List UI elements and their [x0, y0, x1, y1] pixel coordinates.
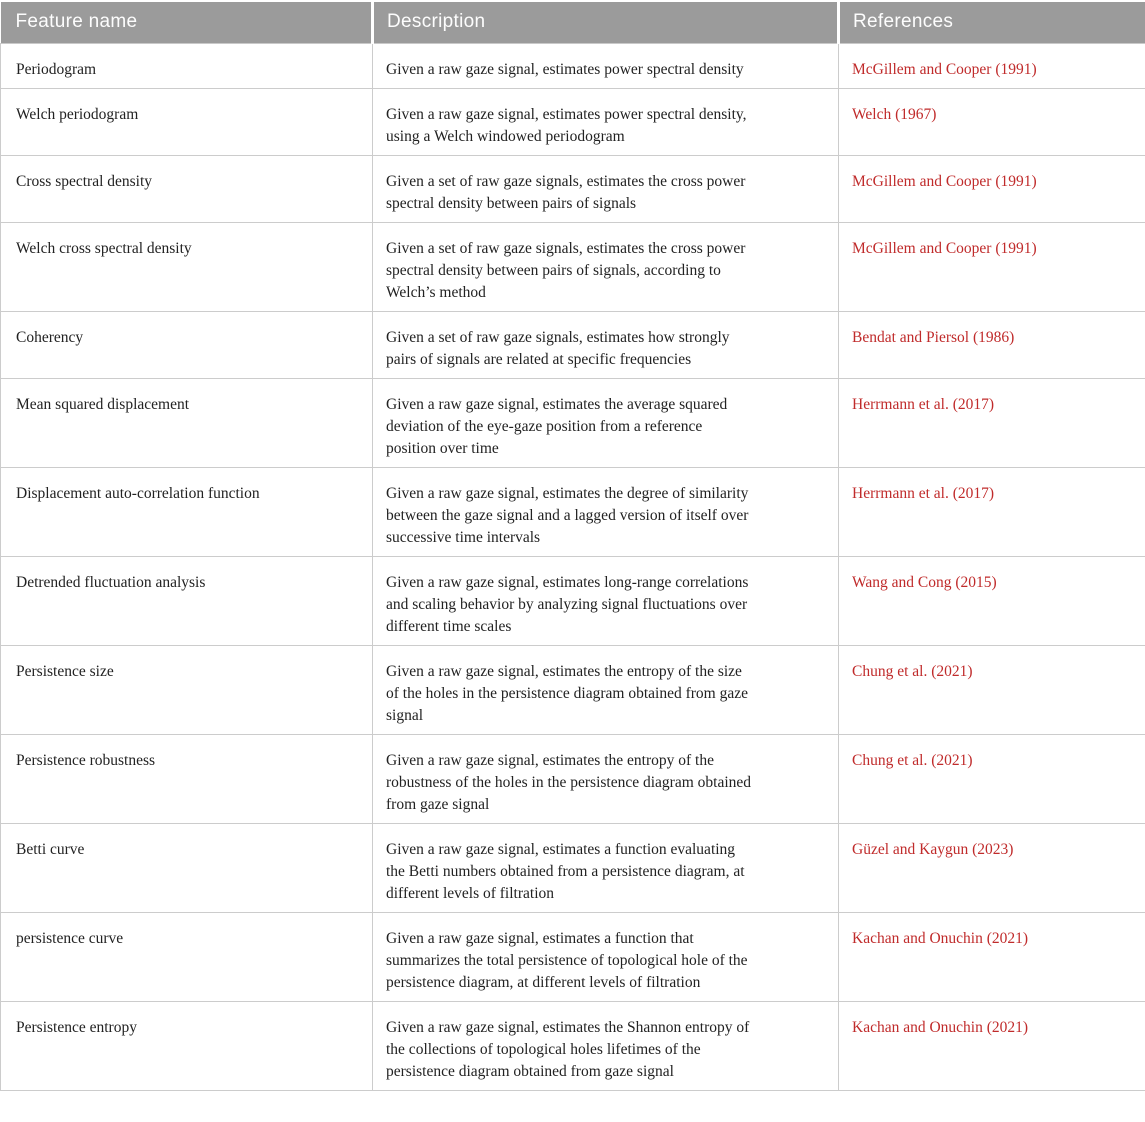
table-row	[1, 43, 1145, 88]
table-row	[1, 556, 1145, 645]
reference-link[interactable]: Welch (1967)	[852, 105, 937, 123]
feature-name-text: Periodogram	[16, 60, 97, 78]
feature-name-text: Persistence entropy	[16, 1018, 137, 1036]
reference-cell	[839, 43, 1145, 88]
reference-link[interactable]: Kachan and Onuchin (2021)	[852, 929, 1029, 947]
feature-name-cell	[1, 311, 373, 378]
feature-name-cell	[1, 378, 373, 467]
description-cell	[373, 734, 839, 823]
table-row	[1, 823, 1145, 912]
reference-link[interactable]: Herrmann et al. (2017)	[852, 484, 995, 502]
description-text: Given a raw gaze signal, estimates a function that summarizes the total persistence of topological hole of the persistence diagram, at different levels of filtration	[386, 929, 748, 991]
description-text: Given a set of raw gaze signals, estimates the cross power spectral density between pairs of signals, according to Welch’s method	[386, 239, 746, 301]
description-cell	[373, 155, 839, 222]
table-row	[1, 378, 1145, 467]
table-row	[1, 155, 1145, 222]
reference-cell	[839, 734, 1145, 823]
description-text: Given a raw gaze signal, estimates power spectral density, using a Welch windowed periodogram	[386, 105, 747, 145]
column-header-description: Description	[373, 2, 839, 43]
feature-name-text: Welch periodogram	[16, 105, 139, 123]
feature-name-text: Mean squared displacement	[16, 395, 190, 413]
reference-cell	[839, 467, 1145, 556]
reference-cell	[839, 311, 1145, 378]
description-cell	[373, 912, 839, 1001]
reference-link[interactable]: Güzel and Kaygun (2023)	[852, 840, 1014, 858]
description-text: Given a raw gaze signal, estimates the entropy of the robustness of the holes in the persistence diagram obtained from gaze signal	[386, 751, 752, 813]
feature-name-cell	[1, 556, 373, 645]
description-text: Given a raw gaze signal, estimates a function evaluating the Betti numbers obtained from a persistence diagram, at different levels of filtration	[386, 840, 745, 902]
table-row	[1, 645, 1145, 734]
table-row	[1, 88, 1145, 155]
table-body	[1, 43, 1145, 1090]
feature-name-text: Persistence size	[16, 662, 114, 680]
reference-cell	[839, 912, 1145, 1001]
feature-name-text: Cross spectral density	[16, 172, 153, 190]
features-table	[0, 2, 1145, 1091]
reference-link[interactable]: McGillem and Cooper (1991)	[852, 172, 1037, 190]
description-text: Given a raw gaze signal, estimates long-range correlations and scaling behavior by analyzing signal fluctuations over different time scales	[386, 573, 749, 635]
feature-name-cell	[1, 1001, 373, 1090]
description-text: Given a raw gaze signal, estimates the Shannon entropy of the collections of topological holes lifetimes of the persistence diagram obtained from gaze signal	[386, 1018, 750, 1080]
description-cell	[373, 467, 839, 556]
description-cell	[373, 645, 839, 734]
reference-link[interactable]: Kachan and Onuchin (2021)	[852, 1018, 1029, 1036]
feature-name-cell	[1, 88, 373, 155]
feature-name-text: Persistence robustness	[16, 751, 156, 769]
description-cell	[373, 222, 839, 311]
feature-name-text: Welch cross spectral density	[16, 239, 192, 257]
column-header-feature-name: Feature name	[1, 2, 373, 43]
reference-link[interactable]: Herrmann et al. (2017)	[852, 395, 995, 413]
header-row	[1, 2, 1145, 43]
reference-cell	[839, 155, 1145, 222]
feature-name-cell	[1, 912, 373, 1001]
feature-name-cell	[1, 467, 373, 556]
column-header-references: References	[839, 2, 1145, 43]
feature-name-text: Betti curve	[16, 840, 85, 858]
description-cell	[373, 311, 839, 378]
description-cell	[373, 823, 839, 912]
feature-name-cell	[1, 823, 373, 912]
feature-name-cell	[1, 155, 373, 222]
description-cell	[373, 1001, 839, 1090]
description-cell	[373, 378, 839, 467]
table-row	[1, 734, 1145, 823]
table-header	[1, 2, 1145, 43]
reference-link[interactable]: Chung et al. (2021)	[852, 751, 973, 769]
table-row	[1, 311, 1145, 378]
reference-cell	[839, 88, 1145, 155]
table-row	[1, 912, 1145, 1001]
reference-cell	[839, 378, 1145, 467]
reference-cell	[839, 556, 1145, 645]
reference-link[interactable]: McGillem and Cooper (1991)	[852, 60, 1037, 78]
reference-link[interactable]: Chung et al. (2021)	[852, 662, 973, 680]
reference-link[interactable]: McGillem and Cooper (1991)	[852, 239, 1037, 257]
description-cell	[373, 43, 839, 88]
feature-name-cell	[1, 645, 373, 734]
description-text: Given a set of raw gaze signals, estimates the cross power spectral density between pairs of signals	[386, 172, 746, 212]
table-row	[1, 1001, 1145, 1090]
reference-cell	[839, 645, 1145, 734]
description-cell	[373, 556, 839, 645]
description-text: Given a raw gaze signal, estimates power spectral density	[386, 60, 744, 78]
feature-name-text: Detrended fluctuation analysis	[16, 573, 206, 591]
feature-name-text: persistence curve	[16, 929, 124, 947]
reference-cell	[839, 823, 1145, 912]
reference-cell	[839, 222, 1145, 311]
feature-name-text: Displacement auto-correlation function	[16, 484, 260, 502]
description-text: Given a raw gaze signal, estimates the degree of similarity between the gaze signal and a lagged version of itself over successive time intervals	[386, 484, 749, 546]
feature-name-cell	[1, 222, 373, 311]
description-cell	[373, 88, 839, 155]
reference-cell	[839, 1001, 1145, 1090]
description-text: Given a raw gaze signal, estimates the entropy of the size of the holes in the persistence diagram obtained from gaze signal	[386, 662, 748, 724]
description-text: Given a set of raw gaze signals, estimates how strongly pairs of signals are related at specific frequencies	[386, 328, 730, 368]
feature-name-cell	[1, 734, 373, 823]
table-row	[1, 222, 1145, 311]
description-text: Given a raw gaze signal, estimates the average squared deviation of the eye-gaze position from a reference position over time	[386, 395, 728, 457]
table-row	[1, 467, 1145, 556]
reference-link[interactable]: Bendat and Piersol (1986)	[852, 328, 1015, 346]
reference-link[interactable]: Wang and Cong (2015)	[852, 573, 997, 591]
feature-name-cell	[1, 43, 373, 88]
feature-name-text: Coherency	[16, 328, 84, 346]
